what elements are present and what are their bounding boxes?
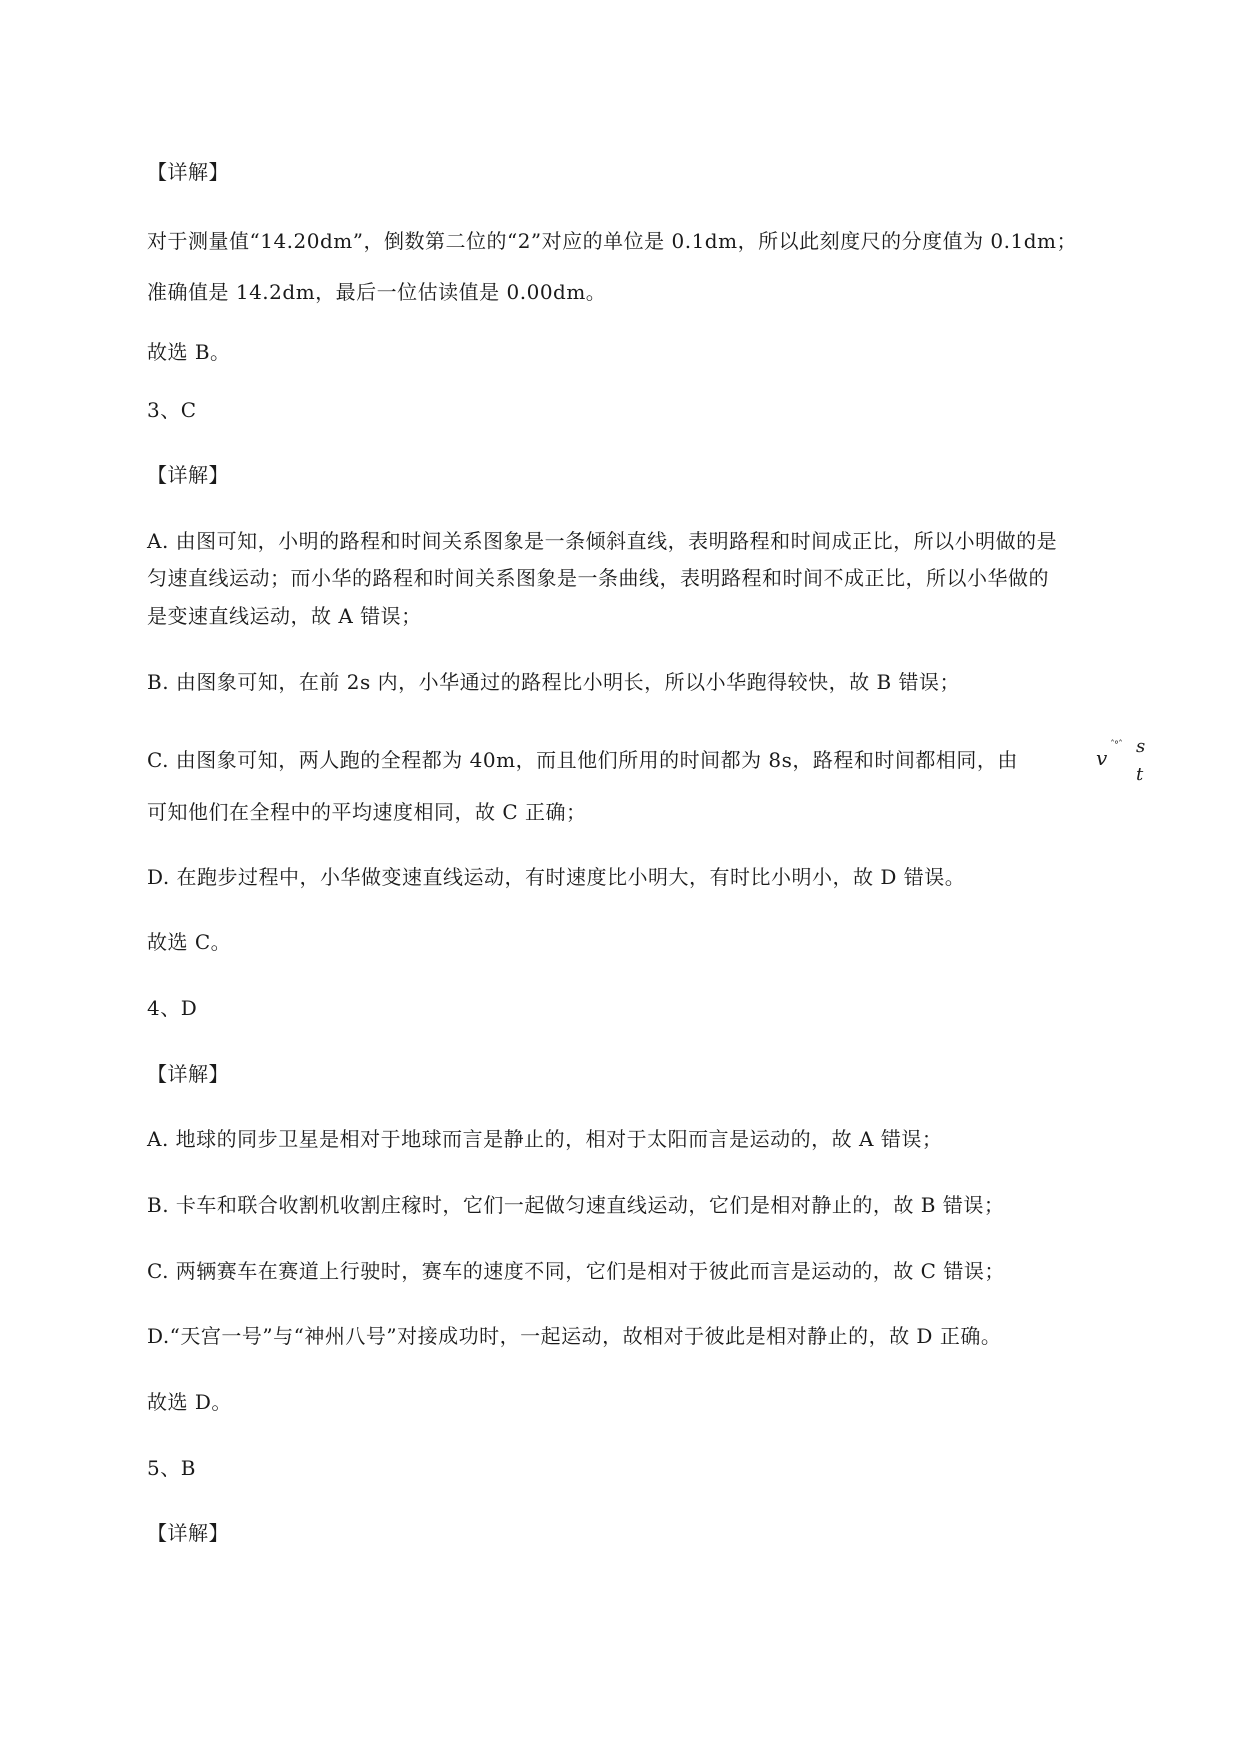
- paragraph-line: 准确值是 14.2dm，最后一位估读值是 0.00dm。: [147, 280, 607, 304]
- paragraph-line: B. 卡车和联合收割机收割庄稼时，它们一起做匀速直线运动，它们是相对静止的，故 B 错误；: [147, 1193, 1005, 1217]
- heading-detail: 【详解】: [147, 463, 229, 487]
- paragraph-line: C. 由图象可知，两人跑的全程都为 40m，而且他们所用的时间都为 8s，路程和时间都相同，由: [147, 748, 1018, 772]
- formula-equals-glyph: ˆ°ˆ: [1110, 740, 1122, 751]
- paragraph-line: 对于测量值“14.20dm”，倒数第二位的“2”对应的单位是 0.1dm，所以此刻度尺的分度值为 0.1dm；: [147, 229, 1078, 253]
- paragraph-line: 是变速直线运动，故 A 错误；: [147, 604, 422, 628]
- heading-detail: 【详解】: [147, 1062, 229, 1086]
- paragraph-line: A. 地球的同步卫星是相对于地球而言是静止的，相对于太阳而言是运动的，故 A 错误；: [147, 1127, 943, 1151]
- question-number: 3、C: [147, 398, 197, 422]
- paragraph-line: C. 两辆赛车在赛道上行驶时，赛车的速度不同，它们是相对于彼此而言是运动的，故 C 错误；: [147, 1259, 1005, 1283]
- paragraph-line: 可知他们在全程中的平均速度相同，故 C 正确；: [147, 800, 587, 824]
- velocity-formula: [1096, 736, 1146, 788]
- question-number: 4、D: [147, 996, 198, 1020]
- paragraph-line: B. 由图象可知，在前 2s 内，小华通过的路程比小明长，所以小华跑得较快，故 B 错误；: [147, 670, 961, 694]
- paragraph-line: D.“天宫一号”与“神州八号”对接成功时，一起运动，故相对于彼此是相对静止的，故 D 正确。: [147, 1324, 1002, 1348]
- formula-variable: v: [1096, 746, 1108, 770]
- question-number: 5、B: [147, 1456, 196, 1480]
- formula-numerator: s: [1136, 736, 1146, 757]
- paragraph-line: A. 由图可知，小明的路程和时间关系图象是一条倾斜直线，表明路程和时间成正比，所以小明做的是: [147, 529, 1058, 553]
- answer-conclusion: 故选 C。: [147, 930, 232, 954]
- heading-detail: 【详解】: [147, 1521, 229, 1545]
- paragraph-line: 匀速直线运动；而小华的路程和时间关系图象是一条曲线，表明路程和时间不成正比，所以小华做的: [147, 566, 1049, 590]
- heading-detail: 【详解】: [147, 160, 229, 184]
- paragraph-line: D. 在跑步过程中，小华做变速直线运动，有时速度比小明大，有时比小明小，故 D 错误。: [147, 865, 966, 889]
- answer-conclusion: 故选 D。: [147, 1390, 232, 1414]
- formula-denominator: t: [1136, 764, 1144, 785]
- answer-conclusion: 故选 B。: [147, 340, 231, 364]
